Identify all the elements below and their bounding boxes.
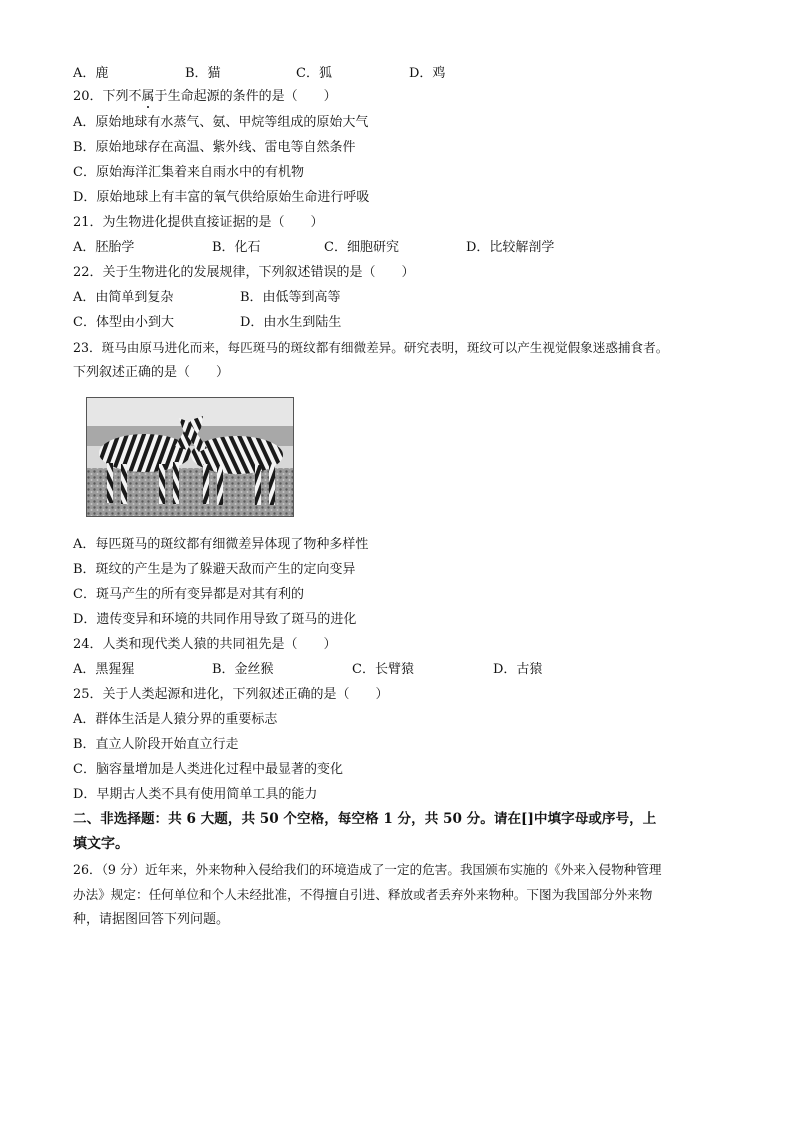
q20-stem-emphasis: 不属于: [128, 89, 168, 104]
q21-option-d: D．比较解剖学: [466, 240, 555, 255]
q25-option-a: A．群体生活是人猿分界的重要标志: [73, 712, 278, 727]
q20-stem: [73, 89, 337, 105]
q24-option-c: C．长臂猿: [352, 662, 414, 677]
q21-option-b: B．化石: [212, 240, 261, 255]
q22-options-row2: [73, 315, 733, 331]
q20-option-b: B．原始地球存在高温、紫外线、雷电等自然条件: [73, 140, 356, 155]
q23-option-a: A．每匹斑马的斑纹都有细微差异体现了物种多样性: [73, 537, 369, 552]
q24-stem: 24．人类和现代类人猿的共同祖先是（ ）: [73, 637, 337, 652]
section-two-heading-line1: 二、非选择题：共 6 大题，共 50 个空格，每空格 1 分，共 50 分。请在[]中填字母或序号，上: [73, 811, 657, 827]
q26-line3: 种，请据图回答下列问题。: [73, 912, 230, 927]
q20-stem-before: 20．下列: [73, 89, 129, 104]
q23-stem-line2: 下列叙述正确的是（ ）: [73, 365, 230, 380]
q20-option-d: D．原始地球上有丰富的氧气供给原始生命进行呼吸: [73, 190, 370, 205]
q23-option-d: D．遗传变异和环境的共同作用导致了斑马的进化: [73, 612, 357, 627]
q20-stem-after: 生命起源的条件的是（ ）: [167, 89, 337, 104]
q24-option-d: D．古猿: [493, 662, 543, 677]
q22-option-c: C．体型由小到大: [73, 315, 174, 330]
q25-stem: 25．关于人类起源和进化，下列叙述正确的是（ ）: [73, 687, 389, 702]
q26-line1: 26．（9 分）近年来，外来物种入侵给我们的环境造成了一定的危害。我国颁布实施的《外来入侵物种管理: [73, 862, 662, 877]
q21-stem: 21．为生物进化提供直接证据的是（ ）: [73, 215, 324, 230]
q24-option-a: A．黑猩猩: [73, 662, 135, 677]
q25-option-b: B．直立人阶段开始直立行走: [73, 737, 239, 752]
section-two-heading-line2: 填文字。: [73, 836, 129, 852]
q19-option-c: C．狐: [296, 66, 332, 81]
q21-option-c: C．细胞研究: [324, 240, 399, 255]
zebra-photo: [86, 397, 294, 517]
q22-option-b: B．由低等到高等: [240, 290, 341, 305]
q19-option-b: B．猫: [185, 66, 221, 81]
q19-option-a: A．鹿: [73, 66, 109, 81]
q23-option-c: C．斑马产生的所有变异都是对其有利的: [73, 587, 304, 602]
zebra-illustration: [87, 398, 293, 516]
q23-stem-line1: 23．斑马由原马进化而来，每匹斑马的斑纹都有细微差异。研究表明，斑纹可以产生视觉假象迷惑捕食者。: [73, 340, 669, 355]
q24-option-b: B．金丝猴: [212, 662, 274, 677]
q20-option-a: A．原始地球有水蒸气、氨、甲烷等组成的原始大气: [73, 115, 369, 130]
q26-line2: 办法》规定：任何单位和个人未经批准，不得擅自引进、释放或者丢弃外来物种。下图为我国部分外来物: [73, 887, 653, 902]
q23-option-b: B．斑纹的产生是为了躲避天敌而产生的定向变异: [73, 562, 356, 577]
q24-options-row: [73, 662, 733, 678]
q20-option-c: C．原始海洋汇集着来自雨水中的有机物: [73, 165, 304, 180]
q21-options-row: [73, 240, 733, 256]
q19-options-row: [73, 66, 733, 82]
q22-stem: 22．关于生物进化的发展规律，下列叙述错误的是（ ）: [73, 265, 415, 280]
q22-option-d: D．由水生到陆生: [240, 315, 342, 330]
q22-options-row1: [73, 290, 733, 306]
q19-option-d: D．鸡: [409, 66, 446, 81]
q25-option-d: D．早期古人类不具有使用简单工具的能力: [73, 787, 318, 802]
q22-option-a: A．由简单到复杂: [73, 290, 174, 305]
q21-option-a: A．胚胎学: [73, 240, 135, 255]
q25-option-c: C．脑容量增加是人类进化过程中最显著的变化: [73, 762, 343, 777]
